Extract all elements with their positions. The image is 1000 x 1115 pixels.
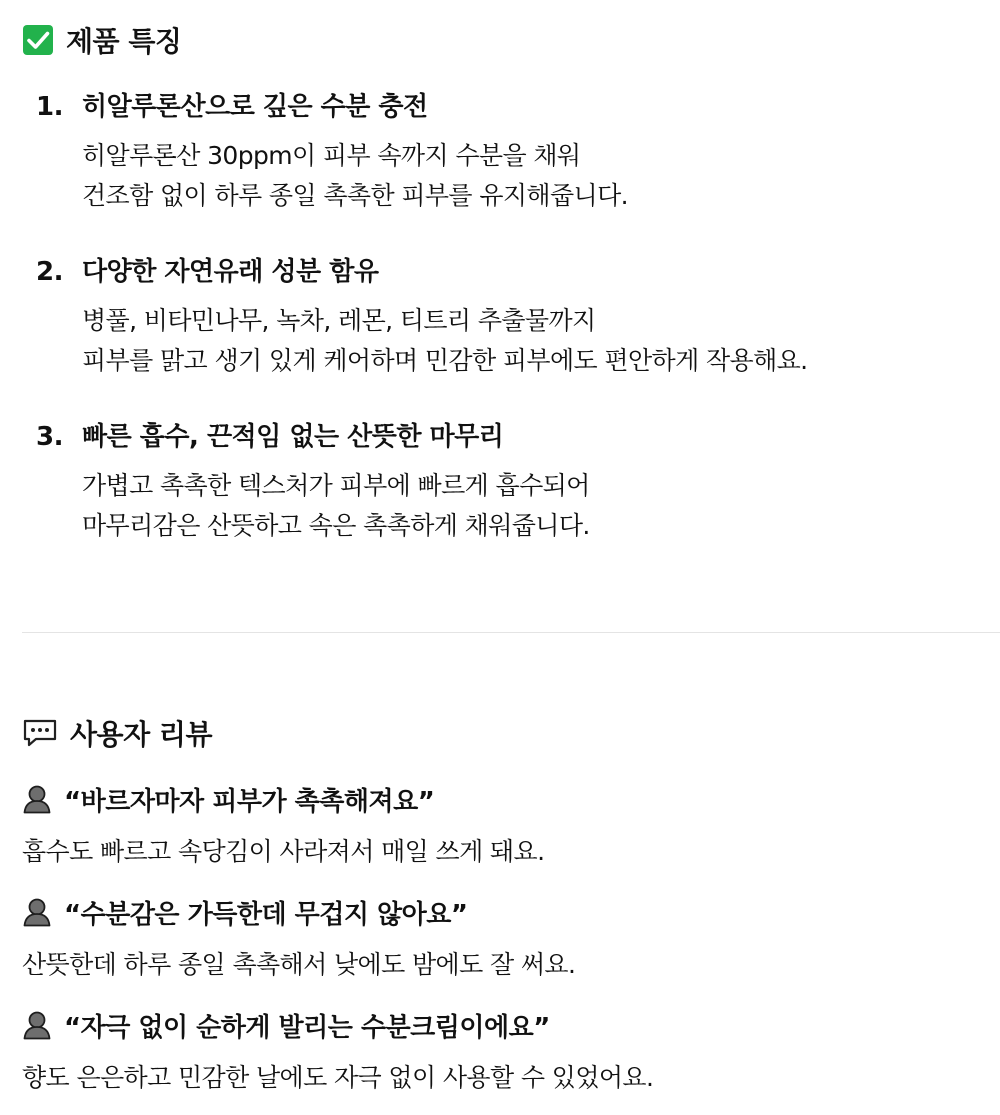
feature-title-row — [36, 416, 986, 452]
feature-title-row — [36, 251, 986, 287]
feature-number: 1. — [36, 92, 63, 122]
feature-number: 2. — [36, 257, 63, 287]
review-quote-row — [22, 1008, 992, 1042]
review-body: 흡수도 빠르고 속당김이 사라져서 매일 쓰게 돼요. — [22, 837, 545, 866]
feature-description-line: 히알루론산 30ppm이 피부 속까지 수분을 채워 — [82, 141, 581, 170]
feature-description-line: 병풀, 비타민나무, 녹차, 레몬, 티트리 추출물까지 — [82, 306, 596, 335]
reviews-title: 사용자 리뷰 — [70, 718, 212, 751]
features-title: 제품 특징 — [66, 25, 182, 58]
review-quote: “바르자마자 피부가 촉촉해져요” — [64, 786, 435, 817]
review-body: 산뜻한데 하루 종일 촉촉해서 낮에도 밤에도 잘 써요. — [22, 950, 576, 979]
feature-number: 3. — [36, 422, 63, 452]
review-body: 향도 은은하고 민감한 날에도 자극 없이 사용할 수 있었어요. — [22, 1063, 654, 1092]
person-icon — [22, 897, 52, 927]
person-icon — [22, 784, 52, 814]
feature-description-line: 피부를 맑고 생기 있게 케어하며 민감한 피부에도 편안하게 작용해요. — [82, 346, 808, 375]
review-quote: “자극 없이 순하게 발리는 수분크림이에요” — [64, 1012, 550, 1043]
review-item-3 — [22, 1008, 992, 1094]
feature-item-2 — [36, 251, 986, 381]
feature-title-row — [36, 86, 986, 122]
feature-title: 다양한 자연유래 성분 함유 — [82, 257, 379, 287]
feature-title: 빠른 흡수, 끈적임 없는 산뜻한 마무리 — [82, 422, 504, 452]
feature-item-1 — [36, 86, 986, 216]
review-item-1 — [22, 782, 992, 868]
feature-item-3 — [36, 416, 986, 546]
section-divider — [22, 632, 1000, 633]
features-header — [22, 22, 181, 58]
review-quote-row — [22, 895, 992, 929]
feature-description-line: 건조함 없이 하루 종일 촉촉한 피부를 유지해줍니다. — [82, 181, 628, 210]
feature-description-line: 마무리감은 산뜻하고 속은 촉촉하게 채워줍니다. — [82, 511, 590, 540]
person-icon — [22, 1010, 52, 1040]
speech-bubble-icon — [22, 717, 58, 749]
feature-title: 히알루론산으로 깊은 수분 충전 — [82, 92, 428, 122]
review-quote: “수분감은 가득한데 무겁지 않아요” — [64, 899, 468, 930]
reviews-header — [22, 715, 212, 751]
feature-description-line: 가볍고 촉촉한 텍스처가 피부에 빠르게 흡수되어 — [82, 471, 590, 500]
review-quote-row — [22, 782, 992, 816]
check-icon — [22, 24, 54, 56]
review-item-2 — [22, 895, 992, 981]
